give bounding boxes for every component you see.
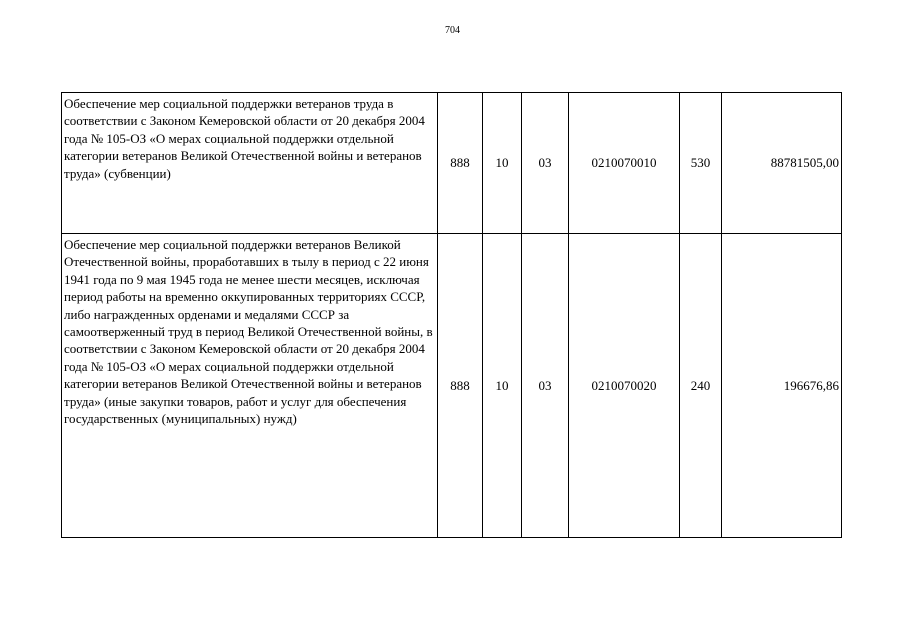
ministry-code: 888 xyxy=(438,234,483,538)
section-code: 10 xyxy=(483,93,522,234)
page-number: 704 xyxy=(445,25,460,36)
subsection-code: 03 xyxy=(522,93,569,234)
table-row xyxy=(62,93,842,234)
subsection-code: 03 xyxy=(522,234,569,538)
expense-type-code: 240 xyxy=(680,234,722,538)
row-description: Обеспечение мер социальной поддержки ветеранов труда в соответствии с Законом Кемеровской области от 20 декабря 2004 года № 105-ОЗ «О мерах социальной поддержки отдельной категории ветеранов Великой Отечественной войны и ветеранов труда» (субвенции) xyxy=(62,93,438,234)
target-article-code: 0210070010 xyxy=(569,93,680,234)
expense-type-code: 530 xyxy=(680,93,722,234)
section-code: 10 xyxy=(483,234,522,538)
amount: 196676,86 xyxy=(722,234,842,538)
budget-table xyxy=(61,92,842,538)
ministry-code: 888 xyxy=(438,93,483,234)
table-row xyxy=(62,234,842,538)
amount: 88781505,00 xyxy=(722,93,842,234)
row-description: Обеспечение мер социальной поддержки ветеранов Великой Отечественной войны, проработавших в тылу в период с 22 июня 1941 года по 9 мая 1945 года не менее шести месяцев, исключая период работы на временно оккупированных территориях СССР, либо награжденных орденами и медалями СССР за самоотверженный труд в период Великой Отечественной войны, в соответствии с Законом Кемеровской области от 20 декабря 2004 года № 105-ОЗ «О мерах социальной поддержки отдельной категории ветеранов Великой Отечественной войны и ветеранов труда» (иные закупки товаров, работ и услуг для обеспечения государственных (муниципальных) нужд) xyxy=(62,234,438,538)
target-article-code: 0210070020 xyxy=(569,234,680,538)
